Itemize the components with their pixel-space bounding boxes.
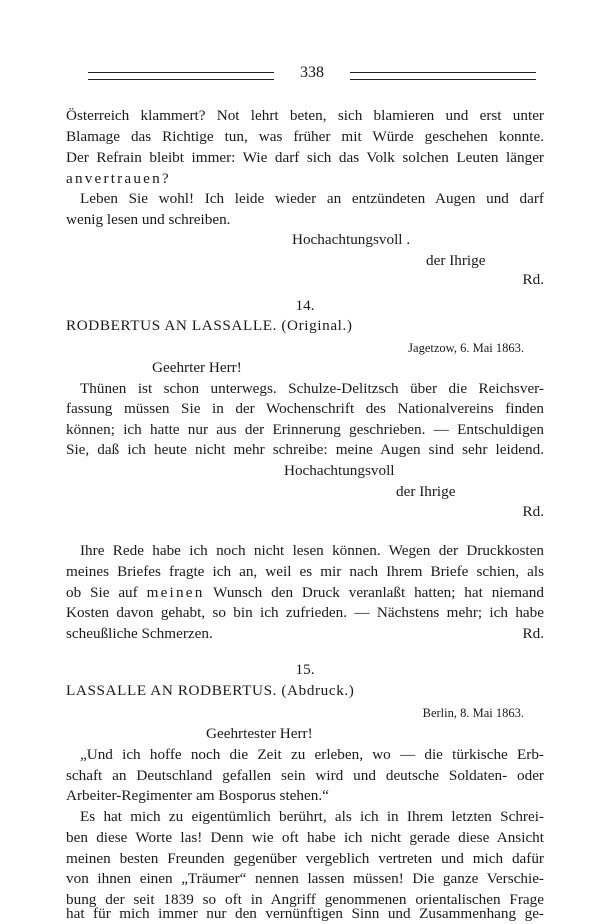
signature: Rd. [522, 503, 544, 520]
closing-mark: . [406, 231, 411, 248]
page-number: 338 [300, 64, 324, 81]
text-line [66, 583, 544, 603]
text-line: Leben Sie wohl! Ich leide wieder an entzündeten Augen und darf [80, 190, 544, 207]
signoff: der Ihrige [396, 483, 456, 500]
text-line: Ihre Rede habe ich noch nicht lesen können. Wegen der Druckkosten [80, 542, 544, 559]
text-line: hat für mich immer nur den vernünftigen Sinn und Zusammenhang ge- [66, 905, 544, 922]
text-line: meines Briefes fragte ich an, weil es mir nach Ihrem Briefe schien, als [66, 563, 544, 580]
closing [292, 230, 492, 250]
text-line: bung der seit 1839 so oft in Angriff genommenen orientalischen Frage [66, 891, 544, 908]
letter-number: 15. [295, 661, 315, 678]
text-line: Es hat mich zu eigentümlich berührt, als ich in Ihrem letzten Schrei- [80, 808, 544, 825]
text-segment: Wunsch den Druck veranlaßt hatten; hat niemand [213, 584, 544, 601]
salutation: Geehrtester Herr! [206, 725, 313, 742]
text-line: von ihnen einen „Träumer“ nennen lassen müssen! Die ganze Verschie- [66, 870, 544, 887]
closing-text: Hochachtungsvoll [292, 231, 403, 248]
text-line: Blamage das Richtige tun, was früher mit Würde geschehen konnte. [66, 128, 544, 145]
letter-heading: LASSALLE AN RODBERTUS. (Abdruck.) [66, 682, 355, 699]
letter-heading: RODBERTUS AN LASSALLE. (Original.) [66, 317, 353, 334]
text-line: schaft an Deutschland gefallen sein wird und deutsche Soldaten- oder [66, 767, 544, 784]
text-line: scheußliche Schmerzen. [66, 625, 213, 642]
text-line: „Und ich hoffe noch die Zeit zu erleben, wo — die türkische Erb- [80, 746, 544, 763]
signature: Rd. [522, 271, 544, 288]
text-segment: ob Sie auf [66, 584, 138, 601]
text-line: ben diese Worte las! Denn wie oft habe ich nicht gerade diese Ansicht [66, 829, 544, 846]
letter-number: 14. [295, 297, 315, 314]
text-line: Thünen ist schon unterwegs. Schulze-Delitzsch über die Reichsver- [80, 380, 544, 397]
text-line: wenig lesen und schreiben. [66, 211, 231, 228]
signature: Rd. [522, 625, 544, 642]
text-line: Kosten davon gehabt, so bin ich zufrieden. — Nächstens mehr; ich habe [66, 604, 544, 621]
text-line: meinen besten Freunden gegenüber vergeblich vertreten und mich dafür [66, 850, 544, 867]
header-rule-right [350, 72, 536, 80]
text-line: Sie, daß ich heute nicht mehr schreibe: meine Augen sind sehr leidend. [66, 441, 544, 458]
place-date: Berlin, 8. Mai 1863. [422, 706, 524, 720]
closing: Hochachtungsvoll [284, 462, 395, 479]
text-line: Arbeiter-Regimenter am Bosporus stehen.“ [66, 787, 329, 804]
spaced-text: meinen [146, 584, 205, 601]
text-line: fassung müssen Sie in der Wochenschrift des Nationalvereins finden [66, 400, 544, 417]
text-line: können; ich hatte nur aus der Erinnerung geschrieben. — Entschuldigen [66, 421, 544, 438]
text-line: Österreich klammert? Not lehrt beten, sich blamieren und erst unter [66, 107, 544, 124]
salutation: Geehrter Herr! [152, 359, 242, 376]
signoff: der Ihrige [426, 252, 486, 269]
text-line: Der Refrain bleibt immer: Wie darf sich das Volk solchen Leuten länger [66, 149, 544, 166]
place-date: Jagetzow, 6. Mai 1863. [408, 341, 524, 355]
page-header [88, 66, 536, 86]
spaced-text: anvertrauen? [66, 170, 171, 187]
